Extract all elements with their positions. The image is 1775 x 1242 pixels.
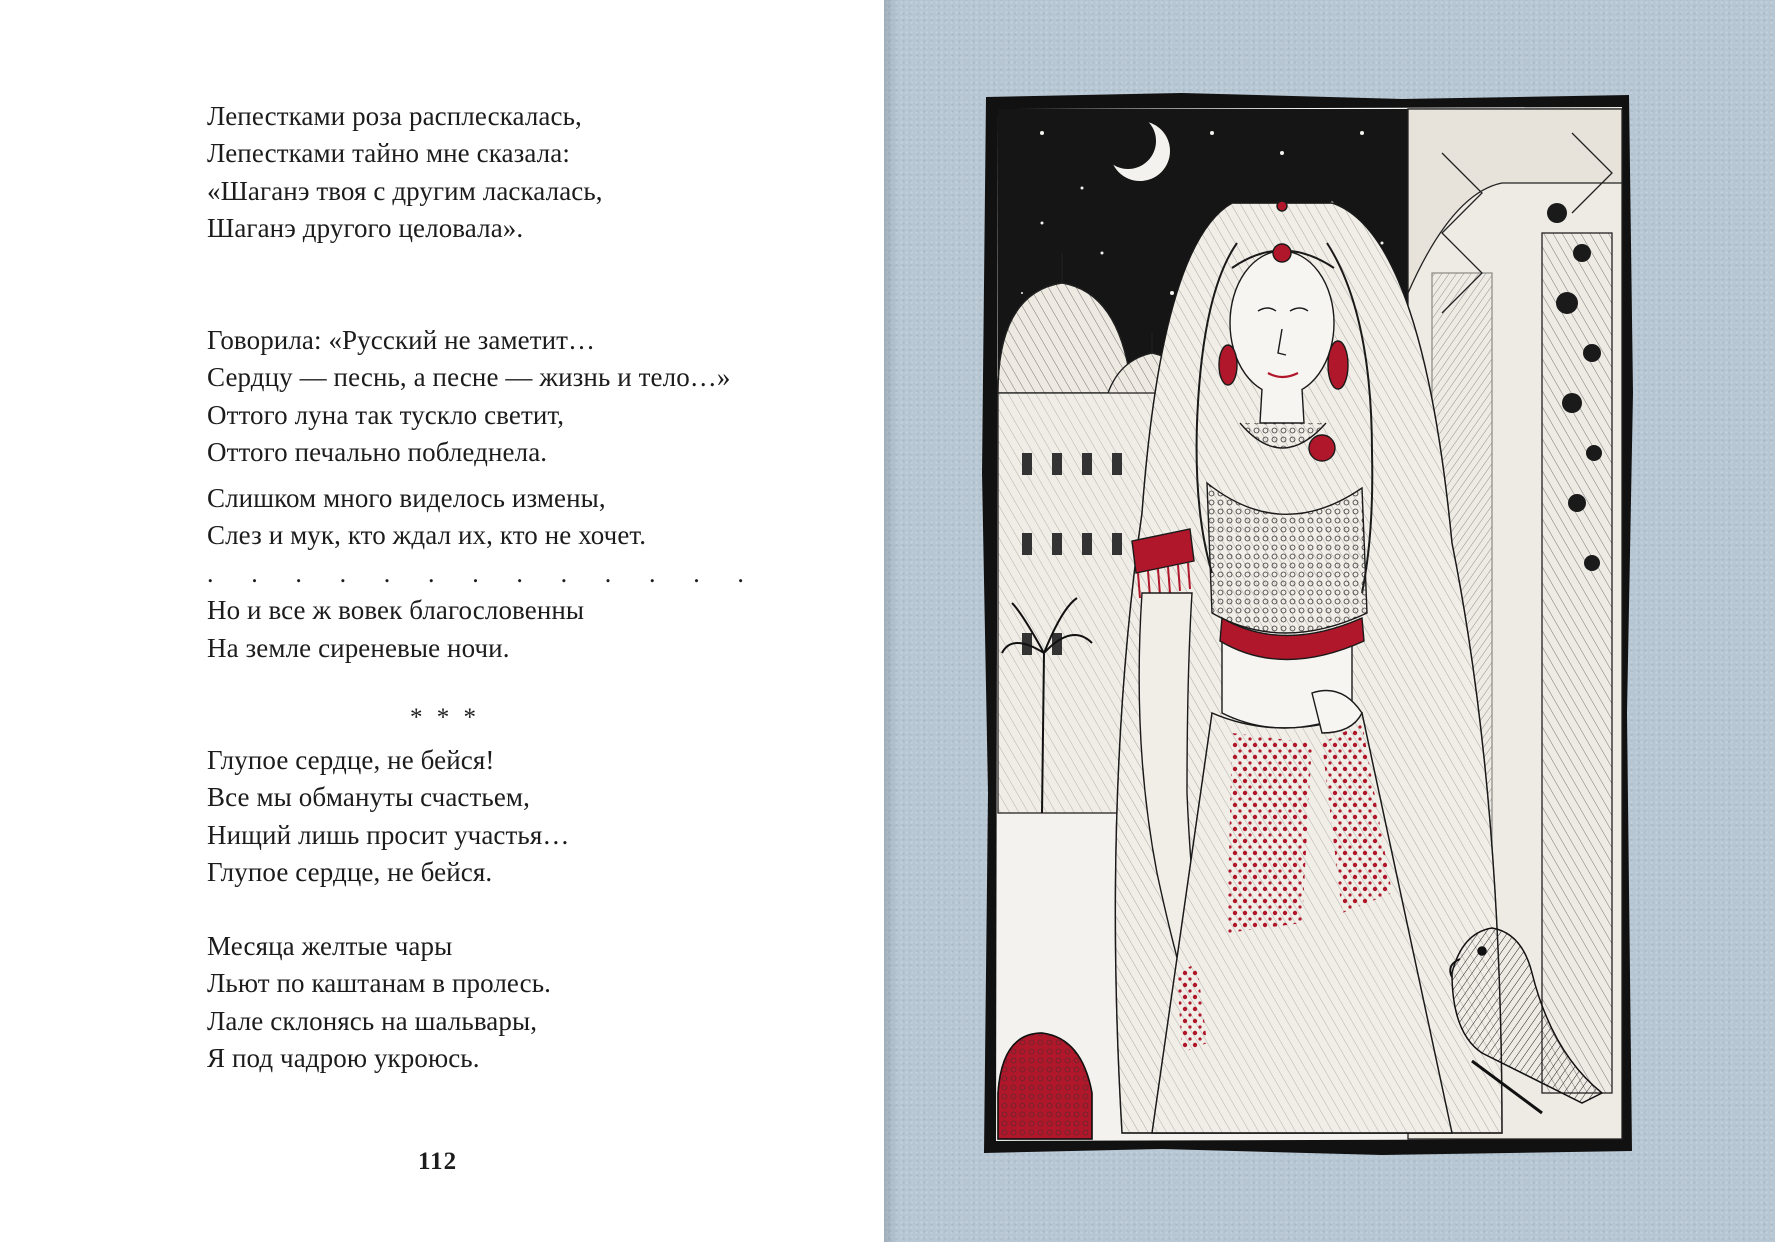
poem-line: Глупое сердце, не бейся! [207, 745, 495, 775]
poem-line: Слишком много виделось измены, [207, 483, 606, 513]
poem-line: Говорила: «Русский не заметит… [207, 325, 596, 355]
poem-line: Оттого луна так тускло светит, [207, 399, 565, 430]
poem-line: Но и все ж вовек благословенны [207, 595, 585, 626]
stanza-5 [207, 928, 551, 1078]
poem-line: Оттого печально побледнела. [207, 437, 548, 468]
poem-line: Сердцу — песнь, а песне — жизнь и тело…» [207, 362, 731, 393]
poem-line: Лепестками тайно мне сказала: [207, 138, 570, 169]
poem-line: Слез и мук, кто ждал их, кто не хочет. [207, 520, 647, 551]
stanza-3 [207, 480, 760, 667]
right-page [884, 0, 1775, 1242]
poem-line: Глупое сердце, не бейся. [207, 857, 493, 888]
poem-line: Месяца желтые чары [207, 931, 453, 961]
stanza-4 [207, 742, 569, 892]
poem-line: Я под чадрою укроюсь. [207, 1043, 480, 1074]
page-number: 112 [418, 1148, 458, 1175]
gutter-shadow [884, 0, 898, 1242]
poem-line: На земле сиреневые ночи. [207, 632, 510, 663]
ellipsis-line: . . . . . . . . . . . . . [207, 558, 760, 588]
stanza-2 [207, 322, 731, 472]
poem-line: Лепестками роза расплескалась, [207, 101, 582, 131]
poem-line: Все мы обмануты счастьем, [207, 782, 530, 813]
poem-line: Лале склонясь на шальвары, [207, 1005, 538, 1036]
section-separator: * * * [410, 704, 480, 731]
illustration-woman-in-palace [982, 93, 1633, 1155]
poem-line: Нищий лишь просит участья… [207, 819, 570, 850]
poem-line: «Шаганэ твоя с другим ласкалась, [207, 175, 603, 206]
poem-line: Льют по каштанам в пролесь. [207, 968, 552, 999]
left-page [0, 0, 884, 1242]
stanza-1 [207, 98, 603, 248]
poem-line: Шаганэ другого целовала». [207, 213, 524, 244]
